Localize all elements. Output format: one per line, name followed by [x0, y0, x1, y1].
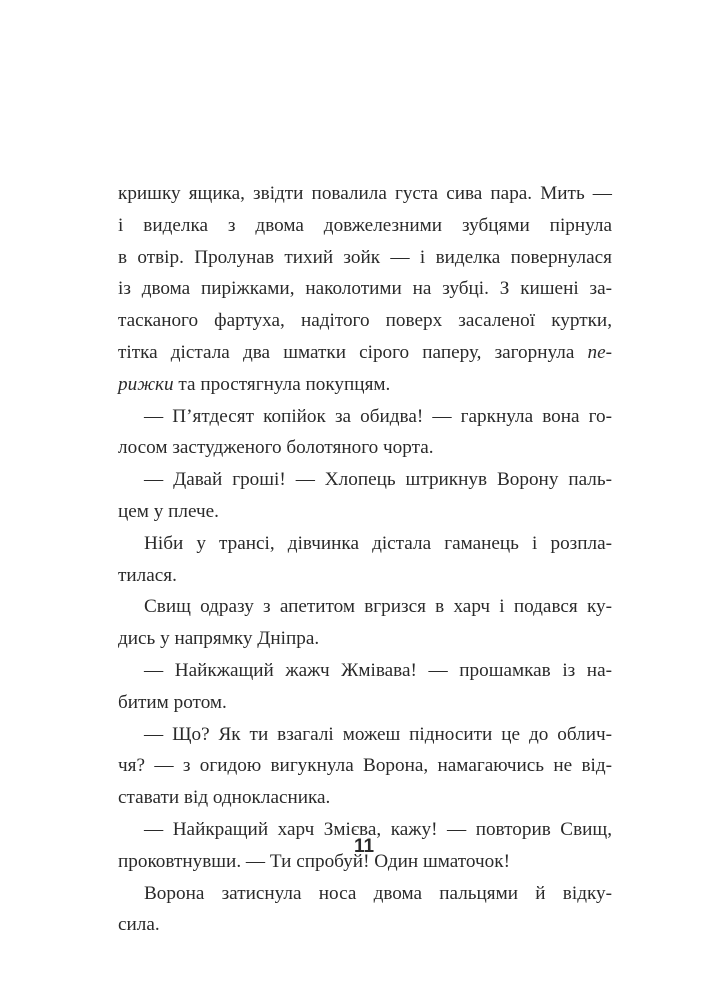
text-line: битим ротом.	[118, 691, 227, 713]
text-line: проковтнувши. — Ти спробуй! Один шматочок!	[118, 850, 510, 872]
text-line: рижки та простягнула покупцям.	[118, 373, 391, 395]
italic-word: пе-	[587, 341, 612, 363]
text-line: ставати від однокласника.	[118, 787, 331, 809]
text-line: лосом застудженого болотяного чорта.	[118, 437, 434, 459]
text-line: Ніби у трансі, дівчинка дістала гаманець і розпла-	[144, 532, 612, 554]
text-line: — Найкжащий жажч Жмівава! — прошамкав із на-	[144, 659, 612, 681]
text-line: і виделка з двома довжелезними зубцями пірнула	[118, 214, 612, 236]
text-line: кришку ящика, звідти повалила густа сива пара. Мить —	[118, 183, 612, 204]
italic-word: рижки	[118, 373, 174, 395]
text-line: — П’ятдесят копійок за обидва! — гаркнула вона го-	[144, 405, 612, 427]
text-line: Ворона затиснула носа двома пальцями й відку-	[144, 882, 612, 904]
page-number: 11	[353, 836, 375, 857]
text-line: дись у напрямку Дніпра.	[118, 628, 320, 650]
text-line: — Давай гроші! — Хлопець штрикнув Ворону паль-	[144, 469, 612, 491]
body-text	[118, 178, 612, 941]
text-line: тітка дістала два шматки сірого паперу, загорнула пе-	[118, 341, 612, 363]
text-line: чя? — з огидою вигукнула Ворона, намагаючись не від-	[118, 755, 612, 777]
text-line: тилася.	[118, 564, 177, 586]
text-line: із двома пиріжками, наколотими на зубці. З кишені за-	[118, 278, 612, 300]
text-line: тасканого фартуха, надітого поверх засаленої куртки,	[118, 310, 612, 332]
text-line: Свищ одразу з апетитом вгризся в харч і подався ку-	[144, 596, 612, 618]
text-line: — Що? Як ти взагалі можеш підносити це до облич-	[144, 723, 612, 745]
text-line: цем у плече.	[118, 500, 219, 522]
text-line: в отвір. Пролунав тихий зойк — і виделка повернулася	[118, 246, 612, 268]
text-line: — Найкращий харч Змієва, кажу! — повторив Свищ,	[144, 818, 612, 840]
text-line: сила.	[118, 914, 160, 936]
